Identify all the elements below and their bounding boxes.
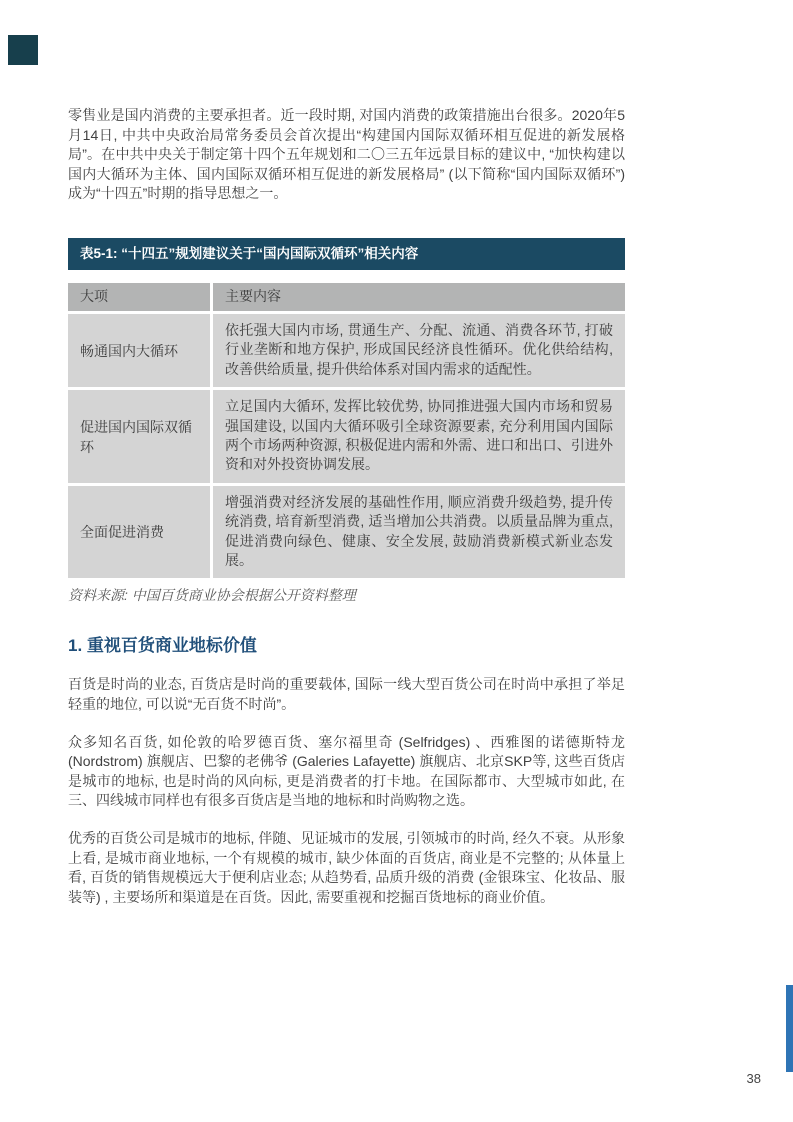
section-paragraph: 众多知名百货, 如伦敦的哈罗德百货、塞尔福里奇 (Selfridges) 、西雅图的诺德斯特龙 (Nordstrom) 旗舰店、巴黎的老佛爷 (Galeries Lafayette) 旗舰店、北京SKP等, 这些百货店是城市的地标, 也是时尚的风向标, 更是消费者的打卡地。在国际都市、大型城市如此, 在三、四线城市同样也有很多百货店是当地的地标和时尚购物之选。 <box>68 733 625 809</box>
intro-paragraph: 零售业是国内消费的主要承担者。近一段时期, 对国内消费的政策措施出台很多。2020年5月14日, 中共中央政治局常务委员会首次提出“构建国内国际双循环相互促进的新发展格局”。在中共中央关于制定第十四个五年规划和二〇三五年远景目标的建议中, “加快构建以国内大循环为主体、国内国际双循环相互促进的新发展格局” (以下简称“国内国际双循环”) 成为“十四五”时期的指导思想之一。 <box>68 107 625 202</box>
table-row-item <box>68 486 210 579</box>
policy-table <box>68 283 625 578</box>
table-row-item-label: 全面促进消费 <box>80 524 164 541</box>
table-header-item: 大项 <box>68 283 210 311</box>
section-heading: 1. 重视百货商业地标价值 <box>68 636 257 656</box>
page-number: 38 <box>746 1071 761 1086</box>
page-content <box>68 106 625 907</box>
table-row-content: 依托强大国内市场, 贯通生产、分配、流通、消费各环节, 打破行业垄断和地方保护, 形成国民经济良性循环。优化供给结构, 改善供给质量, 提升供给体系对国内需求的适配性。 <box>213 314 625 387</box>
table-header-content: 主要内容 <box>213 283 625 311</box>
section-paragraph: 优秀的百货公司是城市的地标, 伴随、见证城市的发展, 引领城市的时尚, 经久不衰。从形象上看, 是城市商业地标, 一个有规模的城市, 缺少体面的百货店, 商业是不完整的; 从体量上看, 百货的销售规模远大于便利店业态; 从趋势看, 品质升级的消费 (金银珠宝、化妆品、服装等) , 主要场所和渠道是在百货。因此, 需要重视和挖掘百货地标的商业价值。 <box>68 830 625 905</box>
table-row-item-label: 促进国内国际双循环 <box>80 418 192 455</box>
table-row-item <box>68 390 210 483</box>
table-row-content: 增强消费对经济发展的基础性作用, 顺应消费升级趋势, 提升传统消费, 培育新型消费, 适当增加公共消费。以质量品牌为重点, 促进消费向绿色、健康、安全发展, 鼓励消费新模式新业态发展。 <box>213 486 625 579</box>
table-title-bar: 表5-1: “十四五”规划建议关于“国内国际双循环”相关内容 <box>68 238 625 270</box>
page-corner-mark <box>8 35 38 65</box>
table-row-item <box>68 314 210 387</box>
table-source-note: 资料来源: 中国百货商业协会根据公开资料整理 <box>68 587 356 604</box>
table-row-item-label: 畅通国内大循环 <box>80 342 178 359</box>
right-accent-bar <box>786 985 793 1072</box>
table-row-content: 立足国内大循环, 发挥比较优势, 协同推进强大国内市场和贸易强国建设, 以国内大循环吸引全球资源要素, 充分利用国内国际两个市场两种资源, 积极促进内需和外需、进口和出口、引进外资和对外投资协调发展。 <box>213 390 625 483</box>
section-paragraph: 百货是时尚的业态, 百货店是时尚的重要载体, 国际一线大型百货公司在时尚中承担了举足轻重的地位, 可以说“无百货不时尚”。 <box>68 676 625 713</box>
